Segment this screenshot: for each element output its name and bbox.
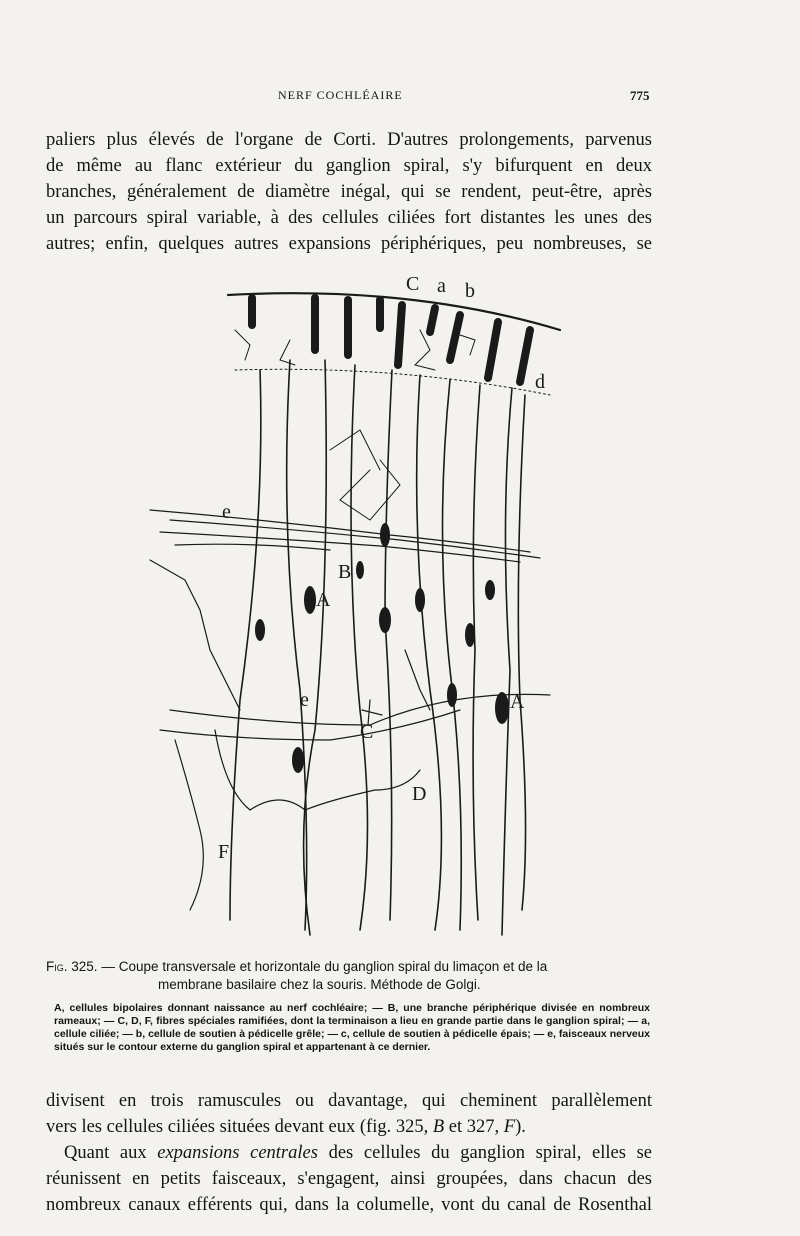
top-paragraph bbox=[46, 127, 652, 257]
text-segment: et 327, bbox=[444, 1117, 504, 1137]
label-e-upper: e bbox=[222, 501, 231, 523]
text-line: de même au flanc extérieur du ganglion spiral, s'y bifurquent en deux bbox=[46, 156, 652, 176]
running-title: NERF COCHLÉAIRE bbox=[278, 88, 403, 102]
figure-number: Fig. 325. bbox=[46, 959, 98, 974]
text-segment: vers les cellules ciliées situées devant eux (fig. 325, bbox=[46, 1117, 433, 1137]
label-C-mid: C bbox=[360, 721, 374, 743]
label-D: D bbox=[412, 783, 427, 805]
text-segment: ). bbox=[515, 1117, 526, 1137]
label-F: F bbox=[218, 841, 230, 863]
text-segment: Quant aux bbox=[64, 1143, 158, 1163]
text-line: autres; enfin, quelques autres expansions périphériques, peu nombreuses, se bbox=[46, 234, 652, 254]
text-line-with-reference bbox=[46, 1114, 652, 1140]
text-line: réunissent en petits faisceaux, s'engagent, ainsi groupées, dans chacun des bbox=[46, 1169, 652, 1189]
caption-line-2: membrane basilaire chez la souris. Méthode de Golgi. bbox=[158, 977, 481, 992]
text-line-with-emphasis bbox=[46, 1140, 652, 1166]
running-head bbox=[0, 88, 800, 108]
figure-ref-B: B bbox=[432, 1117, 445, 1137]
label-B: B bbox=[338, 561, 352, 583]
bottom-paragraph bbox=[46, 1088, 652, 1218]
figure-legend: A, cellules bipolaires donnant naissance au nerf cochléaire; — B, une branche périphérique divisée en nombreux rameaux; — C, D, F, fibres spéciales ramifiées, dont la terminaison a lieu en grande partie dans le ganglion spiral; — a, cellule ciliée; — b, cellule de soutien à pédicelle grêle; — c, cellule de soutien à pédicelle épais; — e, faisceaux nerveux situés sur le contour externe du ganglion spiral et appartenant à ce dernier. bbox=[54, 1002, 650, 1053]
label-a-top: a bbox=[437, 275, 446, 297]
figure-golgi-drawing bbox=[130, 270, 590, 950]
figure-ref-F: F bbox=[503, 1117, 516, 1137]
label-A-right: A bbox=[510, 691, 525, 713]
caption-line-1: — Coupe transversale et horizontale du ganglion spiral du limaçon et de la bbox=[101, 959, 548, 974]
page-number: 775 bbox=[630, 88, 650, 103]
text-segment: des cellules du ganglion spiral, elles se bbox=[317, 1143, 652, 1163]
text-line: branches, généralement de diamètre inégal, qui se rendent, peut-être, après bbox=[46, 182, 652, 202]
spiral-ganglion-illustration bbox=[130, 270, 590, 950]
text-line: nombreux canaux efférents qui, dans la columelle, vont du canal de Rosenthal bbox=[46, 1195, 652, 1215]
text-line: divisent en trois ramuscules ou davantage, qui cheminent parallèlement bbox=[46, 1091, 652, 1111]
label-d: d bbox=[535, 371, 545, 393]
figure-caption bbox=[46, 958, 652, 994]
label-A-left: A bbox=[316, 589, 331, 611]
label-c-top: C bbox=[406, 273, 420, 295]
label-e-lower: e bbox=[300, 689, 309, 711]
label-b-top: b bbox=[465, 280, 475, 302]
text-line: paliers plus élevés de l'organe de Corti. D'autres prolongements, parvenus bbox=[46, 130, 652, 150]
emphasis-expansions-centrales: expansions centrales bbox=[157, 1143, 318, 1163]
text-line: un parcours spiral variable, à des cellules ciliées fort distantes les unes des bbox=[46, 208, 652, 228]
